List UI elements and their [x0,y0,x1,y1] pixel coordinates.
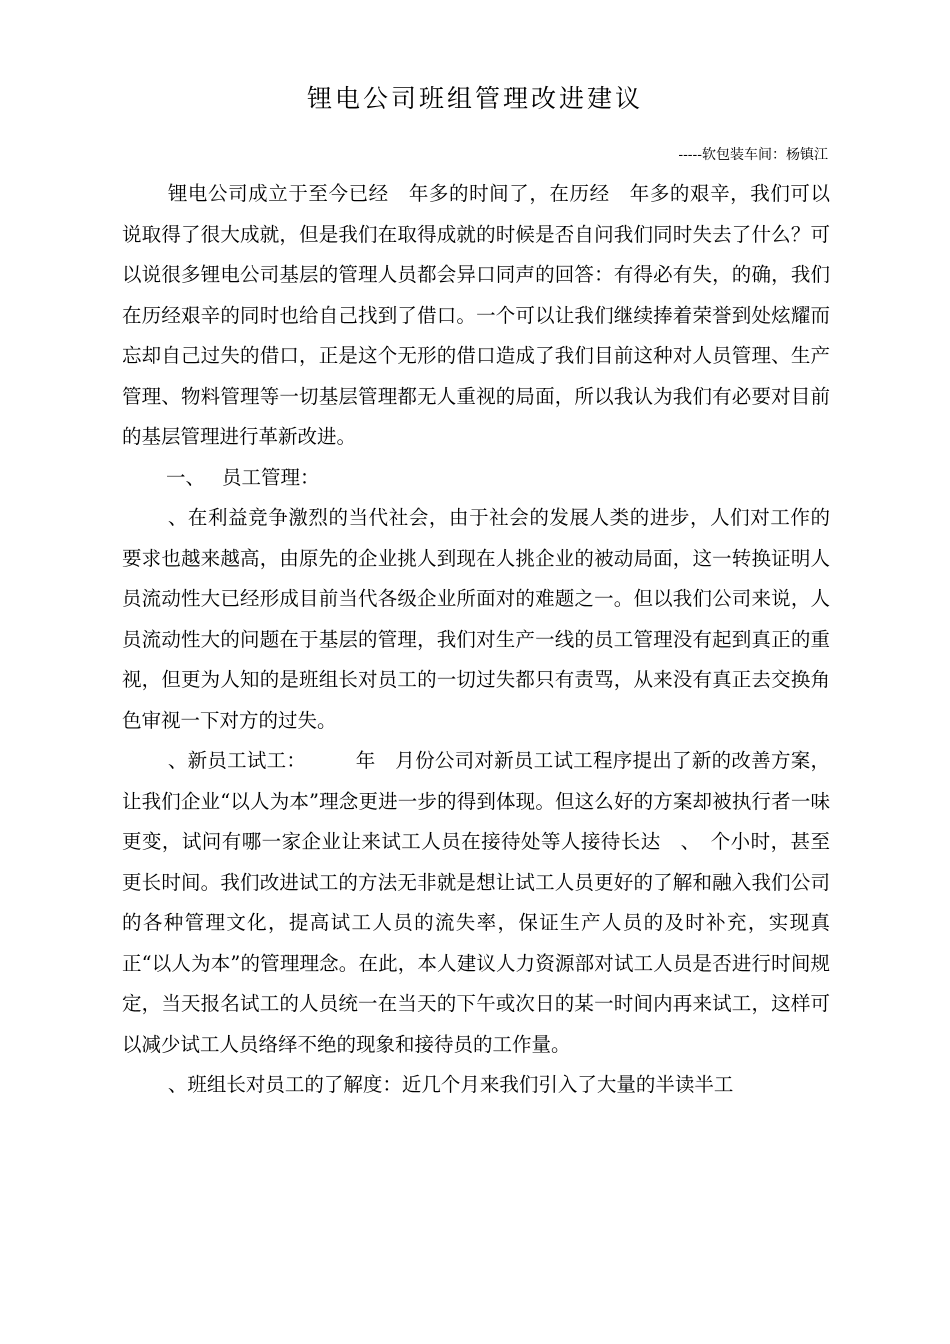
section-number: 一、 [166,465,206,489]
intro-paragraph: 锂电公司成立于至今已经 年多的时间了，在历经 年多的艰辛，我们可以说取得了很大成就，但是我们在取得成就的时候是否自问我们同时失去了什么？可以说很多锂电公司基层的管理人员都会异口同声的回答：有得必有失，的确，我们在历经艰辛的同时也给自己找到了借口。一个可以让我们继续捧着荣誉到处炫耀而忘却自己过失的借口，正是这个无形的借口造成了我们目前这种对人员管理、生产管理、物料管理等一切基层管理都无人重视的局面，所以我认为我们有必要对目前的基层管理进行革新改进。 [122,182,830,448]
item-paragraph-1: 、在利益竞争激烈的当代社会，由于社会的发展人类的进步，人们对工作的要求也越来越高，由原先的企业挑人到现在人挑企业的被动局面，这一转换证明人员流动性大已经形成目前当代各级企业所面对的难题之一。但以我们公司来说，人员流动性大的问题在于基层的管理，我们对生产一线的员工管理没有起到真正的重视，但更为人知的是班组长对员工的一切过失都只有责骂，从来没有真正去交换角色审视一下对方的过失。 [122,506,830,732]
item-paragraph-2: 、新员工试工： 年 月份公司对新员工试工程序提出了新的改善方案，让我们企业“以人为本”理念更进一步的得到体现。但这么好的方案却被执行者一味更变，试问有哪一家企业让来试工人员在接待处等人接待长达 、 个小时，甚至更长时间。我们改进试工的方法无非就是想让试工人员更好的了解和融入我们公司的各种管理文化，提高试工人员的流失率，保证生产人员的及时补充，实现真正“以人为本”的管理理念。在此，本人建议人力资源部对试工人员是否进行时间规定，当天报名试工的人员统一在当天的下午或次日的某一时间内再来试工，这样可以减少试工人员络绎不绝的现象和接待员的工作量。 [122,749,830,1056]
author-line: -----软包装车间：杨镇江 [678,147,828,163]
document-title: 锂电公司班组管理改进建议 [306,84,643,113]
item-paragraph-3: 、班组长对员工的了解度：近几个月来我们引入了大量的半读半工 [167,1073,734,1096]
document-body [122,174,830,1106]
section-heading [122,458,830,499]
section-title: 员工管理： [222,465,320,489]
